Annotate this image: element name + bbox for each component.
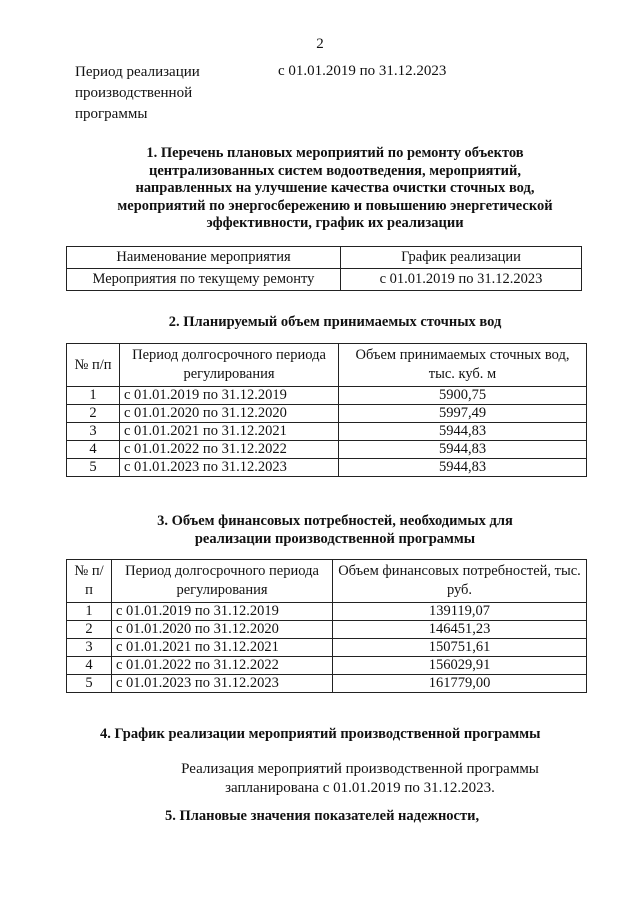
- table-row: [67, 675, 587, 693]
- table-cell: 1: [67, 603, 112, 621]
- table-cell: с 01.01.2021 по 31.12.2021: [112, 639, 333, 657]
- table-cell: 146451,23: [333, 621, 587, 639]
- section1-title-line: централизованных систем водоотведения, мероприятий,: [149, 162, 521, 179]
- section2-title: 2. Планируемый объем принимаемых сточных вод: [168, 314, 502, 330]
- table-cell: 139119,07: [333, 603, 587, 621]
- table-header-row: [67, 560, 587, 603]
- section1-title-line: 1. Перечень плановых мероприятий по ремонту объектов: [146, 145, 524, 161]
- section4-text-line: Реализация мероприятий производственной программы: [181, 761, 539, 777]
- table-cell: 3: [67, 639, 112, 657]
- measures-table: [66, 246, 582, 291]
- page-number: 2: [316, 36, 324, 52]
- header-cell: Объем принимаемых сточных вод, тыс. куб. м: [339, 344, 587, 387]
- header-cell: Объем финансовых потребностей, тыс. руб.: [333, 560, 587, 603]
- table-cell: 4: [67, 657, 112, 675]
- table-cell: с 01.01.2019 по 31.12.2023: [341, 269, 582, 291]
- table-row: [67, 441, 587, 459]
- section4-text-line: запланирована с 01.01.2019 по 31.12.2023.: [225, 780, 495, 796]
- table-cell: с 01.01.2019 по 31.12.2019: [112, 603, 333, 621]
- header-cell: Период долгосрочного периода регулирования: [112, 560, 333, 603]
- header-cell: № п/п: [67, 344, 120, 387]
- table-cell: с 01.01.2022 по 31.12.2022: [120, 441, 339, 459]
- section5-title: 5. Плановые значения показателей надежности,: [165, 808, 480, 824]
- table-cell: 5944,83: [339, 441, 587, 459]
- table-cell: Мероприятия по текущему ремонту: [67, 269, 341, 291]
- header-cell: График реализации: [341, 247, 582, 269]
- section1-title-line: эффективности, график их реализации: [206, 215, 464, 231]
- section3-title: [40, 513, 630, 548]
- section1-title-line: направленных на улучшение качества очистки сточных вод,: [135, 180, 535, 196]
- period-label-line: программы: [75, 106, 148, 122]
- table-cell: 161779,00: [333, 675, 587, 693]
- table-row: [67, 639, 587, 657]
- header-cell: Наименование мероприятия: [67, 247, 341, 269]
- table-cell: с 01.01.2020 по 31.12.2020: [120, 405, 339, 423]
- table-cell: 5944,83: [339, 459, 587, 477]
- period-label-line: производственной: [75, 85, 193, 101]
- table-cell: 3: [67, 423, 120, 441]
- table-row: [67, 657, 587, 675]
- wastewater-volume-table: [66, 343, 587, 477]
- table-cell: 1: [67, 387, 120, 405]
- table-cell: с 01.01.2019 по 31.12.2019: [120, 387, 339, 405]
- table-cell: 156029,91: [333, 657, 587, 675]
- table-cell: 5900,75: [339, 387, 587, 405]
- table-row: [67, 621, 587, 639]
- table-cell: 150751,61: [333, 639, 587, 657]
- section1-title-line: мероприятий по энергосбережению и повышению энергетической: [117, 197, 553, 214]
- table-cell: 5: [67, 459, 120, 477]
- financial-needs-table: [66, 559, 587, 693]
- header-cell: Период долгосрочного периода регулирования: [120, 344, 339, 387]
- table-cell: с 01.01.2021 по 31.12.2021: [120, 423, 339, 441]
- table-row: [67, 459, 587, 477]
- table-cell: с 01.01.2023 по 31.12.2023: [120, 459, 339, 477]
- section1-title: [40, 145, 630, 233]
- table-cell: 4: [67, 441, 120, 459]
- table-row: [67, 269, 582, 291]
- table-cell: 5997,49: [339, 405, 587, 423]
- table-cell: с 01.01.2022 по 31.12.2022: [112, 657, 333, 675]
- period-label: [75, 62, 225, 125]
- table-cell: 2: [67, 405, 120, 423]
- table-cell: 5: [67, 675, 112, 693]
- table-cell: с 01.01.2020 по 31.12.2020: [112, 621, 333, 639]
- section4-title: 4. График реализации мероприятий производственной программы: [100, 726, 541, 742]
- table-row: [67, 387, 587, 405]
- table-header-row: [67, 344, 587, 387]
- section3-title-line: реализации производственной программы: [194, 530, 476, 547]
- section4-text: [130, 760, 590, 798]
- period-value: с 01.01.2019 по 31.12.2023: [278, 63, 447, 79]
- table-row: [67, 405, 587, 423]
- header-cell: № п/п: [67, 560, 112, 603]
- period-label-line: Период реализации: [75, 64, 200, 80]
- table-row: [67, 603, 587, 621]
- table-header-row: [67, 247, 582, 269]
- table-row: [67, 423, 587, 441]
- table-cell: с 01.01.2023 по 31.12.2023: [112, 675, 333, 693]
- table-cell: 5944,83: [339, 423, 587, 441]
- table-cell: 2: [67, 621, 112, 639]
- section3-title-line: 3. Объем финансовых потребностей, необходимых для: [157, 513, 513, 529]
